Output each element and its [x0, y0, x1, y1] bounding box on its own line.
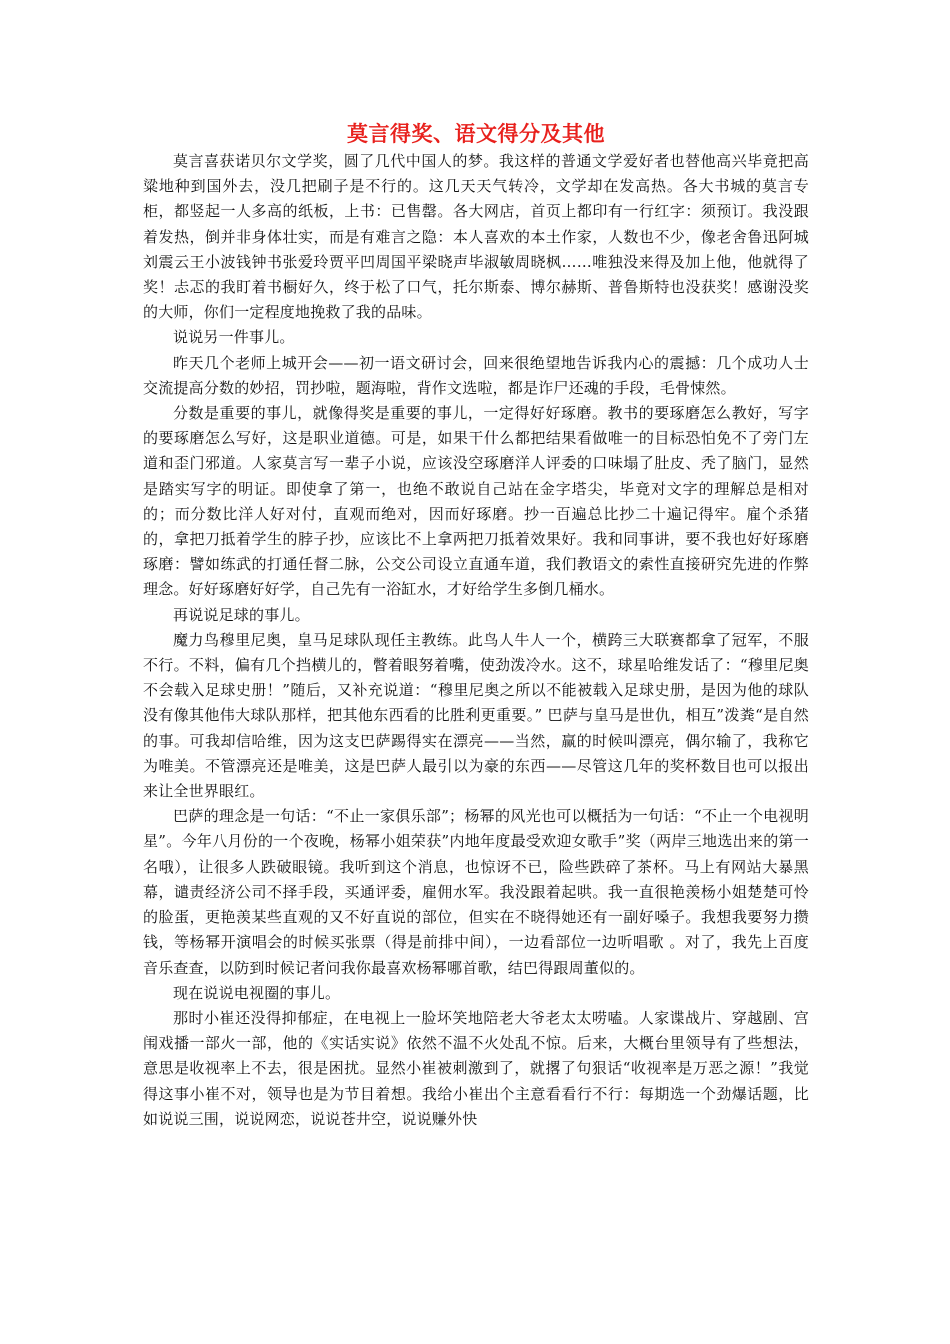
paragraph: 魔力鸟穆里尼奥，皇马足球队现任主教练。此鸟人牛人一个，横跨三大联赛都拿了冠军，不服不行。不料，偏有几个挡横儿的，瞥着眼努着嘴，使劲泼冷水。这不，球星哈维发话了：“穆里尼奥不会载入足球史册！”随后，又补充说道：“穆里尼奥之所以不能被载入足球史册，是因为他的球队没有像其他伟大球队那样，把其他东西看的比胜利更重要。” 巴萨与皇马是世仇，相互”泼粪“是自然的事。可我却信哈维，因为这支巴萨踢得实在漂亮——当然，赢的时候叫漂亮，偶尔输了，我称它为唯美。不管漂亮还是唯美，这是巴萨人最引以为豪的东西——尽管这几年的奖杯数目也可以报出来让全世界眼红。	[143, 630, 809, 801]
paragraph: 现在说说电视圈的事儿。	[173, 983, 341, 1002]
document-page	[143, 119, 809, 1132]
paragraph: 莫言喜获诺贝尔文学奖，圆了几代中国人的梦。我这样的普通文学爱好者也替他高兴毕竟把高粱地种到国外去，没几把刷子是不行的。这几天天气转冷，文学却在发高热。各大书城的莫言专柜，都竖起一人多高的纸板，上书：已售罄。各大网店，首页上都印有一行红字：须预订。我没跟着发热，倒并非身体壮实，而是有难言之隐：本人喜欢的本土作家，人数也不少，像老舍鲁迅阿城刘震云王小波钱钟书张爱玲贾平凹周国平梁晓声毕淑敏周晓枫……唯独没来得及加上他，他就得了奖！忐忑的我盯着书橱好久，终于松了口气，托尔斯泰、博尔赫斯、普鲁斯特也没获奖！感谢没奖的大师，你们一定程度地挽救了我的品味。	[143, 152, 809, 322]
paragraph: 巴萨的理念是一句话：“不止一家俱乐部”；杨幂的风光也可以概括为一句话：“不止一个电视明星”。今年八月份的一个夜晚，杨幂小姐荣获”内地年度最受欢迎女歌手”奖（两岸三地选出来的第一名哦），让很多人跌破眼镜。我听到这个消息，也惊讶不已，险些跌碎了茶杯。马上有网站大暴黑幕，谴责经济公司不择手段，买通评委，雇佣水军。我没跟着起哄。我一直很艳羡杨小姐楚楚可怜的脸蛋，更艳羡某些直观的又不好直说的部位，但实在不晓得她还有一副好嗓子。我想我要努力攒钱，等杨幂开演唱会的时候买张票（得是前排中间），一边看部位一边听唱歌 。对了，我先上百度音乐查查，以防到时候记者问我你最喜欢杨幂哪首歌，结巴得跟周董似的。	[143, 807, 809, 977]
paragraph: 分数是重要的事儿，就像得奖是重要的事儿，一定得好好琢磨。教书的要琢磨怎么教好，写字的要琢磨怎么写好，这是职业道德。可是，如果干什么都把结果看做唯一的目标恐怕免不了旁门左道和歪门邪道。人家莫言写一辈子小说，应该没空琢磨洋人评委的口味塌了肚皮、秃了脑门，显然是踏实写字的明证。即使拿了第一，也绝不敢说自己站在金字塔尖，毕竟对文字的理解总是相对的；而分数比洋人好对付，直观而绝对，因而好琢磨。抄一百遍总比抄二十遍记得牢。雇个杀猪的，拿把刀抵着学生的脖子抄，应该比不上拿两把刀抵着效果好。我和同事讲，要不我也好好琢磨琢磨：譬如练武的打通任督二脉，公交公司设立直通车道，我们教语文的索性直接研究先进的作弊理念。好好琢磨好好学，自己先有一浴缸水，才好给学生多倒几桶水。	[143, 404, 809, 599]
paragraph: 说说另一件事儿。	[173, 328, 295, 347]
paragraph: 昨天几个老师上城开会——初一语文研讨会，回来很绝望地告诉我内心的震撼：几个成功人士交流提高分数的妙招，罚抄啦，题海啦，背作文选啦，都是诈尸还魂的手段，毛骨悚然。	[143, 353, 809, 397]
document-title: 莫言得奖、语文得分及其他	[347, 121, 605, 146]
paragraph: 再说说足球的事儿。	[173, 605, 310, 624]
paragraph: 那时小崔还没得抑郁症，在电视上一脸坏笑地陪老大爷老太太唠嗑。人家谍战片、穿越剧、宫闱戏播一部火一部，他的《实话实说》依然不温不火处乱不惊。后来，大概台里领导有了些想法，意思是收视率上不去，很是困扰。显然小崔被刺激到了，就撂了句狠话“收视率是万恶之源！”我觉得这事小崔不对，领导也是为节目着想。我给小崔出个主意看看行不行：每期选一个劲爆话题，比如说说三围，说说网恋，说说苍井空，说说赚外快	[143, 1008, 809, 1128]
